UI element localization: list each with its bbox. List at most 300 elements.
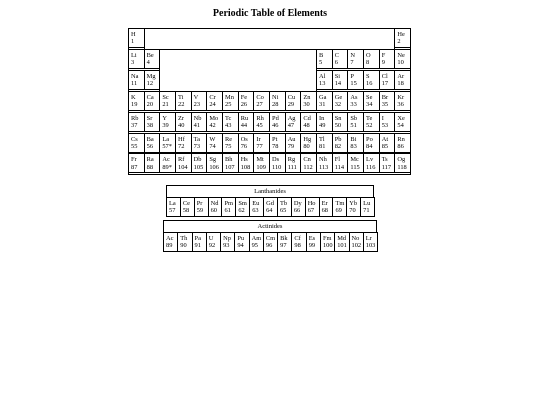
element-symbol: Eu (252, 200, 260, 207)
atomic-number: 62 (238, 207, 245, 215)
element-cd[interactable] (300, 112, 317, 132)
atomic-number: 30 (303, 101, 310, 109)
atomic-number: 100 (322, 242, 333, 250)
atomic-number: 48 (303, 122, 310, 129)
atomic-number: 75 (225, 142, 232, 150)
element-symbol: Ge (334, 93, 343, 101)
element-lv[interactable] (363, 153, 380, 173)
element-ts[interactable] (379, 153, 396, 173)
element-ca[interactable] (144, 91, 161, 111)
element-symbol: Lv (366, 156, 374, 164)
element-fm[interactable] (320, 232, 335, 252)
element-sm[interactable] (235, 197, 250, 217)
element-mo[interactable] (206, 112, 223, 132)
element-li[interactable] (128, 49, 145, 69)
element-symbol: Np (223, 235, 231, 242)
element-lu[interactable] (360, 197, 375, 217)
element-symbol: Y (162, 114, 167, 122)
element-symbol: Hf (178, 135, 185, 143)
element-tc[interactable] (222, 112, 239, 132)
element-symbol: Mg (146, 72, 156, 80)
element-k[interactable] (128, 91, 145, 111)
element-symbol: Na (131, 72, 139, 80)
atomic-number: 93 (223, 242, 230, 250)
element-symbol: Pm (224, 200, 233, 207)
element-symbol: No (351, 235, 360, 242)
atomic-number: 85 (381, 142, 389, 150)
element-symbol: Pd (272, 114, 279, 122)
element-symbol: Sb (350, 114, 358, 122)
element-re[interactable] (222, 133, 239, 153)
element-symbol: Os (240, 135, 248, 143)
element-np[interactable] (220, 232, 235, 252)
element-al[interactable] (316, 70, 333, 90)
element-w[interactable] (206, 133, 223, 153)
element-symbol: Mc (350, 156, 359, 164)
element-ac[interactable] (163, 232, 178, 252)
atomic-number: 67 (307, 207, 315, 215)
element-p[interactable] (347, 70, 364, 90)
page-title: Periodic Table of Elements (212, 8, 328, 19)
element-gd[interactable] (263, 197, 278, 217)
element-symbol: Pa (194, 235, 201, 242)
element-symbol: Ir (256, 135, 261, 143)
element-sc[interactable] (159, 91, 176, 111)
atomic-number: 107 (225, 163, 235, 171)
atomic-number: 13 (319, 80, 326, 88)
element-ac[interactable] (159, 153, 176, 173)
element-zr[interactable] (175, 112, 192, 132)
element-tm[interactable] (332, 197, 347, 217)
element-symbol: Tc (225, 114, 232, 122)
element-tb[interactable] (277, 197, 292, 217)
element-symbol: Og (397, 156, 406, 164)
atomic-number: 96 (265, 242, 273, 250)
atomic-number: 5 (319, 59, 323, 67)
atomic-number: 55 (131, 142, 138, 150)
element-symbol: W (209, 135, 216, 143)
atomic-number: 73 (193, 142, 201, 150)
atomic-number: 113 (319, 163, 329, 171)
element-symbol: C (334, 51, 339, 59)
element-bh[interactable] (222, 153, 239, 173)
atomic-number: 53 (381, 122, 389, 129)
element-symbol: Ts (381, 156, 388, 164)
element-symbol: Hg (303, 135, 312, 143)
element-symbol: Cn (303, 156, 311, 164)
element-se[interactable] (363, 91, 380, 111)
element-bk[interactable] (277, 232, 292, 252)
element-rg[interactable] (285, 153, 302, 173)
element-ba[interactable] (144, 133, 161, 153)
element-symbol: Ba (146, 135, 154, 143)
element-symbol: Cm (265, 235, 276, 242)
atomic-number: 1 (131, 38, 135, 46)
element-symbol: Li (131, 51, 137, 59)
actinides-header: Actinides (163, 220, 377, 233)
element-sg[interactable] (206, 153, 223, 173)
element-symbol: Sm (238, 200, 247, 207)
atomic-number: 24 (209, 101, 216, 109)
atomic-number: 89 (166, 242, 173, 250)
element-symbol: Ac (166, 235, 174, 242)
atomic-number: 2 (397, 38, 401, 46)
element-c[interactable] (332, 49, 349, 69)
atomic-number: 25 (225, 101, 232, 109)
element-symbol: Pu (237, 235, 245, 242)
atomic-number: 14 (334, 80, 342, 88)
element-symbol: Am (251, 235, 262, 242)
atomic-number: 106 (209, 163, 219, 171)
element-symbol: I (381, 114, 384, 122)
atomic-number: 101 (337, 242, 347, 250)
element-rb[interactable] (128, 112, 145, 132)
atomic-number: 91 (194, 242, 201, 250)
element-pb[interactable] (332, 133, 349, 153)
element-symbol: Sc (162, 93, 169, 101)
element-mc[interactable] (347, 153, 364, 173)
element-symbol: Al (319, 72, 326, 80)
element-symbol: Ni (272, 93, 279, 101)
element-symbol: P (350, 72, 354, 80)
element-symbol: Br (381, 93, 389, 101)
element-symbol: Ta (193, 135, 200, 143)
element-at[interactable] (379, 133, 396, 153)
atomic-number: 8 (366, 59, 370, 67)
element-v[interactable] (191, 91, 208, 111)
element-pa[interactable] (192, 232, 207, 252)
element-cl[interactable] (379, 70, 396, 90)
element-symbol: Ar (397, 72, 405, 80)
element-cu[interactable] (285, 91, 302, 111)
atomic-number: 12 (146, 80, 154, 88)
element-ge[interactable] (332, 91, 349, 111)
atomic-number: 105 (193, 163, 204, 171)
element-te[interactable] (363, 112, 380, 132)
element-ar[interactable] (394, 70, 411, 90)
element-bi[interactable] (347, 133, 364, 153)
element-os[interactable] (238, 133, 255, 153)
actinides-row (163, 232, 377, 252)
element-cs[interactable] (128, 133, 145, 153)
element-symbol: Fl (334, 156, 341, 164)
element-hg[interactable] (300, 133, 317, 153)
atomic-number: 80 (303, 142, 310, 150)
atomic-number: 72 (178, 142, 185, 150)
atomic-number: 34 (366, 101, 373, 109)
element-symbol: Nd (210, 200, 219, 207)
atomic-number: 42 (209, 122, 216, 129)
element-mg[interactable] (144, 70, 161, 90)
element-symbol: Cs (131, 135, 138, 143)
element-symbol: Pt (272, 135, 278, 143)
element-er[interactable] (319, 197, 334, 217)
element-mn[interactable] (222, 91, 239, 111)
atomic-number: 79 (287, 142, 295, 150)
element-zn[interactable] (300, 91, 317, 111)
element-sr[interactable] (144, 112, 161, 132)
element-rh[interactable] (253, 112, 270, 132)
element-no[interactable] (349, 232, 364, 252)
atomic-number: 15 (350, 80, 357, 88)
element-symbol: Lu (363, 200, 371, 207)
element-symbol: Bi (350, 135, 357, 143)
element-symbol: Nh (319, 156, 327, 164)
atomic-number: 29 (287, 101, 295, 109)
element-n[interactable] (347, 49, 364, 69)
element-au[interactable] (285, 133, 302, 153)
element-i[interactable] (379, 112, 396, 132)
element-pr[interactable] (194, 197, 209, 217)
element-in[interactable] (316, 112, 333, 132)
element-symbol: Ds (272, 156, 280, 164)
atomic-number: 22 (178, 101, 185, 109)
element-symbol: Rh (256, 114, 264, 122)
atomic-number: 112 (303, 163, 313, 171)
element-symbol: Es (308, 235, 316, 242)
atomic-number: 97 (280, 242, 287, 250)
element-mt[interactable] (253, 153, 270, 173)
element-sn[interactable] (332, 112, 349, 132)
main-table (128, 28, 411, 175)
element-symbol: Db (193, 156, 202, 164)
element-symbol: As (350, 93, 358, 101)
element-nb[interactable] (191, 112, 208, 132)
element-ir[interactable] (253, 133, 270, 153)
element-symbol: Se (366, 93, 373, 101)
element-symbol: Cr (209, 93, 216, 101)
element-symbol: La (162, 135, 170, 143)
element-symbol: U (208, 235, 214, 242)
element-ga[interactable] (316, 91, 333, 111)
lanthanides-header: Lanthanides (166, 185, 374, 198)
atomic-number: 60 (210, 207, 217, 215)
element-fe[interactable] (238, 91, 255, 111)
element-db[interactable] (191, 153, 208, 173)
element-symbol: F (381, 51, 386, 59)
element-symbol: Ce (182, 200, 190, 207)
atomic-number: 19 (131, 101, 138, 109)
element-ho[interactable] (305, 197, 320, 217)
element-symbol: Rn (397, 135, 405, 143)
atomic-number: 71 (363, 207, 370, 215)
element-lr[interactable] (363, 232, 378, 252)
element-la[interactable] (166, 197, 181, 217)
atomic-number: 17 (381, 80, 389, 88)
element-symbol: Mt (256, 156, 264, 164)
element-na[interactable] (128, 70, 145, 90)
element-ne[interactable] (394, 49, 411, 69)
element-pu[interactable] (234, 232, 249, 252)
element-ti[interactable] (175, 91, 192, 111)
element-es[interactable] (306, 232, 321, 252)
atomic-number: 26 (240, 101, 248, 109)
atomic-number: 64 (266, 207, 273, 215)
element-yb[interactable] (346, 197, 361, 217)
element-symbol: Mo (209, 114, 219, 122)
element-symbol: Er (321, 200, 328, 207)
element-md[interactable] (334, 232, 349, 252)
atomic-number: 3 (131, 59, 135, 67)
atomic-number: 10 (397, 59, 404, 67)
atomic-number: 37 (131, 122, 138, 129)
element-sb[interactable] (347, 112, 364, 132)
element-symbol: Gd (266, 200, 274, 207)
atomic-number: 57 (169, 207, 176, 215)
atomic-number: 104 (178, 163, 188, 171)
element-symbol: Ru (240, 114, 249, 122)
element-th[interactable] (177, 232, 192, 252)
element-symbol: Yb (349, 200, 358, 207)
atomic-number: 68 (321, 207, 328, 215)
element-nd[interactable] (208, 197, 223, 217)
element-fl[interactable] (332, 153, 349, 173)
element-symbol: Tm (335, 200, 345, 207)
element-rn[interactable] (394, 133, 411, 153)
atomic-number: 77 (256, 142, 263, 150)
element-tl[interactable] (316, 133, 333, 153)
atomic-number: 57* (162, 142, 172, 150)
atomic-number: 35 (381, 101, 389, 109)
atomic-number: 54 (397, 122, 404, 129)
atomic-number: 21 (162, 101, 169, 109)
element-symbol: Be (146, 51, 154, 59)
element-xe[interactable] (394, 112, 411, 132)
element-symbol: Cd (303, 114, 311, 122)
element-ce[interactable] (180, 197, 195, 217)
atomic-number: 18 (397, 80, 404, 88)
element-b[interactable] (316, 49, 333, 69)
element-symbol: Kr (397, 93, 405, 101)
atomic-number: 61 (224, 207, 231, 215)
element-symbol: Ho (307, 200, 316, 207)
atomic-number: 109 (256, 163, 266, 171)
atomic-number: 76 (240, 142, 248, 150)
atomic-number: 90 (180, 242, 187, 250)
element-si[interactable] (332, 70, 349, 90)
element-symbol: Re (225, 135, 233, 143)
element-am[interactable] (249, 232, 264, 252)
element-s[interactable] (363, 70, 380, 90)
element-cm[interactable] (263, 232, 278, 252)
atomic-number: 23 (193, 101, 201, 109)
element-f[interactable] (379, 49, 396, 69)
element-hs[interactable] (238, 153, 255, 173)
element-symbol: Fe (240, 93, 248, 101)
element-symbol: Rf (178, 156, 185, 164)
element-h[interactable] (128, 28, 145, 48)
element-o[interactable] (363, 49, 380, 69)
element-symbol: Rb (131, 114, 139, 122)
atomic-number: 74 (209, 142, 216, 150)
atomic-number: 84 (366, 142, 373, 150)
element-symbol: Bh (225, 156, 233, 164)
element-br[interactable] (379, 91, 396, 111)
element-eu[interactable] (249, 197, 264, 217)
atomic-number: 87 (131, 163, 138, 171)
element-ru[interactable] (238, 112, 255, 132)
atomic-number: 116 (366, 163, 376, 171)
element-pd[interactable] (269, 112, 286, 132)
element-symbol: Te (366, 114, 373, 122)
element-symbol: S (366, 72, 370, 80)
element-he[interactable] (394, 28, 411, 48)
element-ra[interactable] (144, 153, 161, 173)
element-hf[interactable] (175, 133, 192, 153)
atomic-number: 83 (350, 142, 357, 150)
element-kr[interactable] (394, 91, 411, 111)
element-ni[interactable] (269, 91, 286, 111)
element-u[interactable] (206, 232, 221, 252)
atomic-number: 50 (334, 122, 342, 129)
element-cn[interactable] (300, 153, 317, 173)
element-cf[interactable] (291, 232, 306, 252)
atomic-number: 43 (225, 122, 232, 129)
atomic-number: 31 (319, 101, 326, 109)
element-ta[interactable] (191, 133, 208, 153)
element-co[interactable] (253, 91, 270, 111)
element-fr[interactable] (128, 153, 145, 173)
atomic-number: 36 (397, 101, 404, 109)
element-symbol: Ag (287, 114, 296, 122)
element-symbol: Ga (319, 93, 327, 101)
element-pt[interactable] (269, 133, 286, 153)
atomic-number: 33 (350, 101, 357, 109)
atomic-number: 16 (366, 80, 373, 88)
element-rf[interactable] (175, 153, 192, 173)
element-symbol: Dy (293, 200, 302, 207)
atomic-number: 40 (178, 122, 185, 129)
element-symbol: V (193, 93, 199, 101)
element-la[interactable] (159, 133, 176, 153)
element-po[interactable] (363, 133, 380, 153)
element-symbol: Sn (334, 114, 342, 122)
atomic-number: 89* (162, 163, 172, 171)
element-symbol: Tl (319, 135, 325, 143)
atomic-number: 115 (350, 163, 360, 171)
element-ag[interactable] (285, 112, 302, 132)
element-dy[interactable] (291, 197, 306, 217)
atomic-number: 28 (272, 101, 279, 109)
element-cr[interactable] (206, 91, 223, 111)
element-og[interactable] (394, 153, 411, 173)
atomic-number: 6 (334, 59, 338, 67)
atomic-number: 81 (319, 142, 326, 150)
element-symbol: In (319, 114, 325, 122)
atomic-number: 49 (319, 122, 326, 129)
atomic-number: 82 (334, 142, 342, 150)
element-y[interactable] (159, 112, 176, 132)
atomic-number: 94 (237, 242, 244, 250)
atomic-number: 102 (351, 242, 362, 250)
element-ds[interactable] (269, 153, 286, 173)
atomic-number: 111 (287, 163, 297, 171)
atomic-number: 51 (350, 122, 357, 129)
element-symbol: Nb (193, 114, 202, 122)
element-pm[interactable] (221, 197, 236, 217)
atomic-number: 117 (381, 163, 392, 171)
element-symbol: Xe (397, 114, 405, 122)
element-be[interactable] (144, 49, 161, 69)
element-symbol: Fr (131, 156, 137, 164)
atomic-number: 70 (349, 207, 356, 215)
element-as[interactable] (347, 91, 364, 111)
element-nh[interactable] (316, 153, 333, 173)
atomic-number: 88 (146, 163, 154, 171)
element-symbol: Sg (209, 156, 217, 164)
atomic-number: 92 (208, 242, 216, 250)
element-symbol: Bk (280, 235, 288, 242)
